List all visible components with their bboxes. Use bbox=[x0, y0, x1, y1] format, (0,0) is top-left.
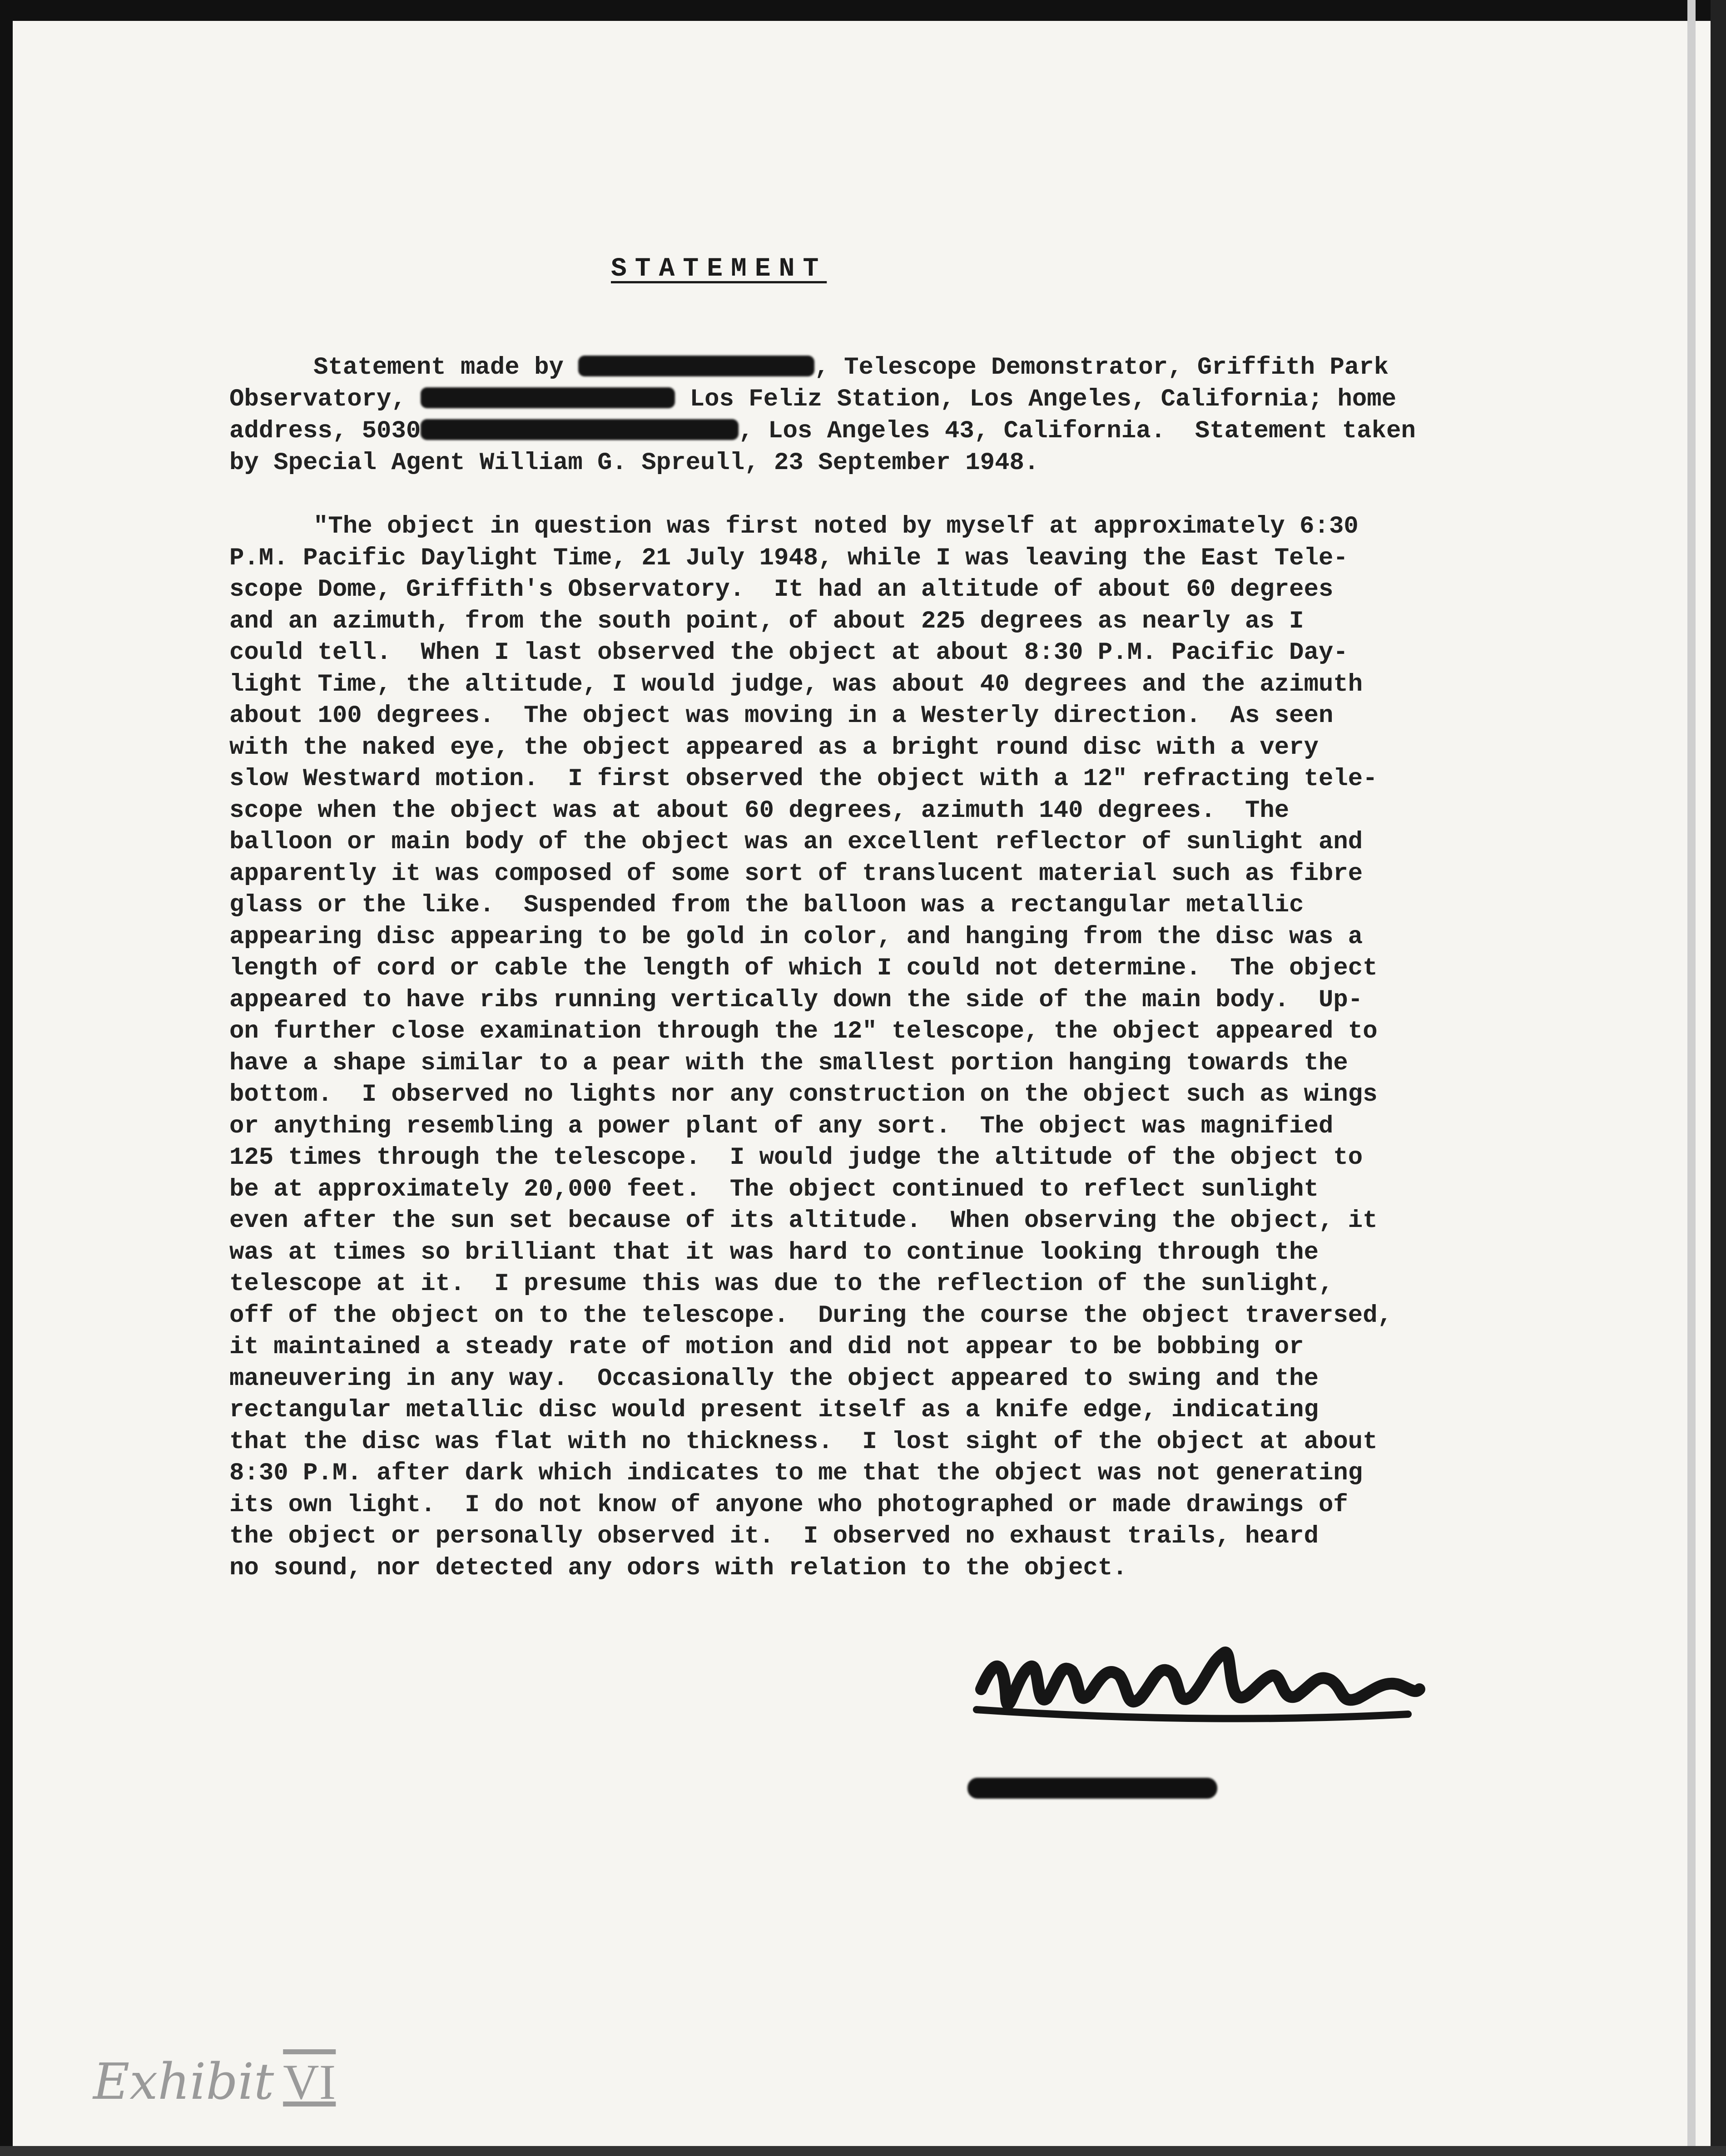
body-line: P.M. Pacific Daylight Time, 21 July 1948, while I was leaving the East Tele- bbox=[229, 544, 1348, 572]
body-line: appearing disc appearing to be gold in color, and hanging from the disc was a bbox=[229, 923, 1363, 951]
redaction-bar bbox=[421, 387, 675, 408]
redaction-bar bbox=[578, 356, 814, 376]
body-line: its own light. I do not know of anyone who photographed or made drawings of bbox=[229, 1491, 1348, 1519]
body-line: slow Westward motion. I first observed the object with a 12" refracting tele- bbox=[229, 765, 1378, 793]
intro-text: Statement made by bbox=[313, 354, 579, 381]
body-line: even after the sun set because of its altitude. When observing the object, it bbox=[229, 1207, 1378, 1235]
body-line: could tell. When I last observed the object at about 8:30 P.M. Pacific Day- bbox=[229, 639, 1348, 667]
signature-stroke bbox=[981, 1652, 1419, 1704]
intro-text: Los Feliz Station, Los Angeles, California; home bbox=[675, 386, 1397, 413]
intro-line bbox=[229, 447, 1039, 479]
scan-border-left bbox=[0, 0, 13, 2156]
document-title: STATEMENT bbox=[611, 254, 827, 284]
intro-text: Observatory, bbox=[229, 386, 421, 413]
signature-underline bbox=[977, 1710, 1408, 1719]
body-line: it maintained a steady rate of motion and did not appear to be bobbing or bbox=[229, 1333, 1304, 1361]
intro-text: , Los Angeles 43, California. Statement taken bbox=[739, 417, 1416, 445]
scan-border-bottom bbox=[0, 2146, 1726, 2156]
exhibit-number: VI bbox=[283, 2054, 336, 2110]
body-line: or anything resembling a power plant of any sort. The object was magnified bbox=[229, 1112, 1334, 1140]
intro-text: by Special Agent William G. Spreull, 23 September 1948. bbox=[229, 449, 1039, 477]
body-line: have a shape similar to a pear with the smallest portion hanging towards the bbox=[229, 1049, 1348, 1077]
scan-border-shade bbox=[1687, 0, 1696, 2156]
body-line: was at times so brilliant that it was hard to continue looking through the bbox=[229, 1238, 1319, 1266]
body-line: no sound, nor detected any odors with relation to the object. bbox=[229, 1554, 1127, 1582]
body-line: 125 times through the telescope. I would judge the altitude of the object to bbox=[229, 1144, 1363, 1172]
body-line: 8:30 P.M. after dark which indicates to me that the object was not generating bbox=[229, 1459, 1363, 1487]
body-line: appeared to have ribs running vertically down the side of the main body. Up- bbox=[229, 986, 1363, 1014]
signature-scribble bbox=[963, 1630, 1426, 1748]
intro-line bbox=[229, 415, 1416, 447]
body-line: maneuvering in any way. Occasionally the object appeared to swing and the bbox=[229, 1365, 1319, 1393]
body-line: about 100 degrees. The object was moving in a Westerly direction. As seen bbox=[229, 702, 1334, 730]
intro-text: , Telescope Demonstrator, Griffith Park bbox=[814, 354, 1389, 381]
redacted-signature-name bbox=[967, 1778, 1217, 1799]
body-line: length of cord or cable the length of which I could not determine. The object bbox=[229, 954, 1378, 982]
body-line: and an azimuth, from the south point, of about 225 degrees as nearly as I bbox=[229, 607, 1304, 635]
body-line: bottom. I observed no lights nor any construction on the object such as wings bbox=[229, 1081, 1378, 1108]
body-line: balloon or main body of the object was an excellent reflector of sunlight and bbox=[229, 828, 1363, 856]
intro-line bbox=[229, 384, 1396, 415]
body-line: be at approximately 20,000 feet. The object continued to reflect sunlight bbox=[229, 1175, 1319, 1203]
scan-border-right bbox=[1711, 0, 1726, 2156]
body-line: telescope at it. I presume this was due to the reflection of the sunlight, bbox=[229, 1270, 1334, 1298]
body-line: "The object in question was first noted by myself at approximately 6:30 bbox=[313, 513, 1359, 540]
body-line: on further close examination through the 12" telescope, the object appeared to bbox=[229, 1018, 1378, 1045]
body-line: the object or personally observed it. I observed no exhaust trails, heard bbox=[229, 1523, 1319, 1550]
redaction-bar bbox=[421, 419, 739, 440]
body-line: light Time, the altitude, I would judge, was about 40 degrees and the azimuth bbox=[229, 670, 1363, 698]
body-line: rectangular metallic disc would present itself as a knife edge, indicating bbox=[229, 1396, 1319, 1424]
body-line: apparently it was composed of some sort of translucent material such as fibre bbox=[229, 860, 1363, 888]
intro-line bbox=[313, 352, 1389, 384]
exhibit-label bbox=[93, 2052, 336, 2111]
body-line: scope Dome, Griffith's Observatory. It had an altitude of about 60 degrees bbox=[229, 576, 1334, 603]
body-line: glass or the like. Suspended from the balloon was a rectangular metallic bbox=[229, 891, 1304, 919]
exhibit-prefix: Exhibit bbox=[93, 2052, 274, 2111]
body-line: scope when the object was at about 60 degrees, azimuth 140 degrees. The bbox=[229, 796, 1290, 825]
scan-border-top bbox=[0, 0, 1726, 21]
intro-text: address, 5030 bbox=[229, 417, 421, 445]
body-line: with the naked eye, the object appeared as a bright round disc with a very bbox=[229, 733, 1319, 762]
body-line: that the disc was flat with no thickness. I lost sight of the object at about bbox=[229, 1428, 1378, 1456]
body-line: off of the object on to the telescope. During the course the object traversed, bbox=[229, 1301, 1393, 1330]
